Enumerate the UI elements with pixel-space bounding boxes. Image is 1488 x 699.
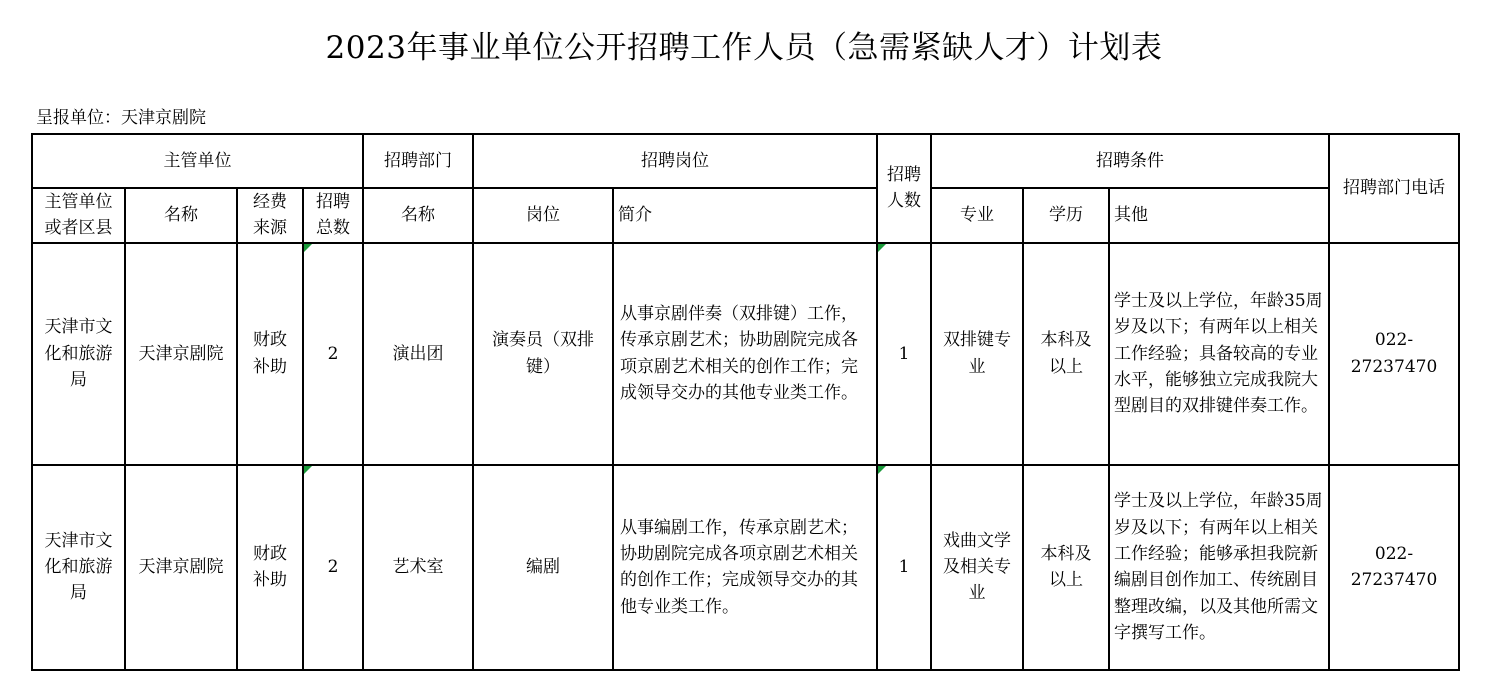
- header-row-2: [32, 188, 1459, 243]
- cell-name: 天津京剧院: [125, 243, 237, 465]
- header-education: 学历: [1023, 188, 1109, 243]
- cell-phone: 022-27237470: [1329, 243, 1459, 465]
- cell-intro: 从事京剧伴奏（双排键）工作，传承京剧艺术；协助剧院完成各项京剧艺术相关的创作工作；完成领导交办的其他专业类工作。: [613, 243, 877, 465]
- cell-total: 2: [303, 243, 363, 465]
- cell-name: 天津京剧院: [125, 465, 237, 670]
- header-supervisor-group: 主管单位: [32, 134, 363, 188]
- cell-position: 编剧: [473, 465, 613, 670]
- header-position: 岗位: [473, 188, 613, 243]
- cell-funding: 财政补助: [237, 465, 303, 670]
- cell-major: 双排键专业: [931, 243, 1023, 465]
- table-row: [32, 465, 1459, 670]
- header-position-group: 招聘岗位: [473, 134, 877, 188]
- cell-phone: 022-27237470: [1329, 465, 1459, 670]
- cell-supervisor: 天津市文化和旅游局: [32, 243, 125, 465]
- cell-other: 学士及以上学位，年龄35周岁及以下；有两年以上相关工作经验；具备较高的专业水平，能够独立完成我院大型剧目的双排键伴奏工作。: [1109, 243, 1329, 465]
- header-conditions-group: 招聘条件: [931, 134, 1329, 188]
- reporting-unit: 呈报单位：天津京剧院: [36, 108, 206, 128]
- cell-total: 2: [303, 465, 363, 670]
- cell-major: 戏曲文学及相关专业: [931, 465, 1023, 670]
- table-row: [32, 243, 1459, 465]
- cell-other: 学士及以上学位，年龄35周岁及以下；有两年以上相关工作经验；能够承担我院新编剧目创作加工、传统剧目整理改编，以及其他所需文字撰写工作。: [1109, 465, 1329, 670]
- header-dept-name: 名称: [363, 188, 473, 243]
- cell-position: 演奏员（双排键）: [473, 243, 613, 465]
- header-name: 名称: [125, 188, 237, 243]
- cell-supervisor: 天津市文化和旅游局: [32, 465, 125, 670]
- header-intro: 简介: [613, 188, 877, 243]
- header-major: 专业: [931, 188, 1023, 243]
- cell-count: 1: [877, 243, 931, 465]
- cell-education: 本科及以上: [1023, 243, 1109, 465]
- cell-education: 本科及以上: [1023, 465, 1109, 670]
- header-total: 招聘总数: [303, 188, 363, 243]
- header-count: 招聘人数: [877, 134, 931, 243]
- page-title: 2023年事业单位公开招聘工作人员（急需紧缺人才）计划表: [325, 30, 1163, 66]
- header-other: 其他: [1109, 188, 1329, 243]
- cell-dept: 艺术室: [363, 465, 473, 670]
- recruitment-plan-table: [31, 133, 1460, 671]
- cell-dept: 演出团: [363, 243, 473, 465]
- cell-intro: 从事编剧工作，传承京剧艺术；协助剧院完成各项京剧艺术相关的创作工作；完成领导交办的其他专业类工作。: [613, 465, 877, 670]
- cell-count: 1: [877, 465, 931, 670]
- header-row-1: [32, 134, 1459, 188]
- header-phone: 招聘部门电话: [1329, 134, 1459, 243]
- header-dept-group: 招聘部门: [363, 134, 473, 188]
- cell-funding: 财政补助: [237, 243, 303, 465]
- header-funding: 经费来源: [237, 188, 303, 243]
- header-supervisor-district: 主管单位或者区县: [32, 188, 125, 243]
